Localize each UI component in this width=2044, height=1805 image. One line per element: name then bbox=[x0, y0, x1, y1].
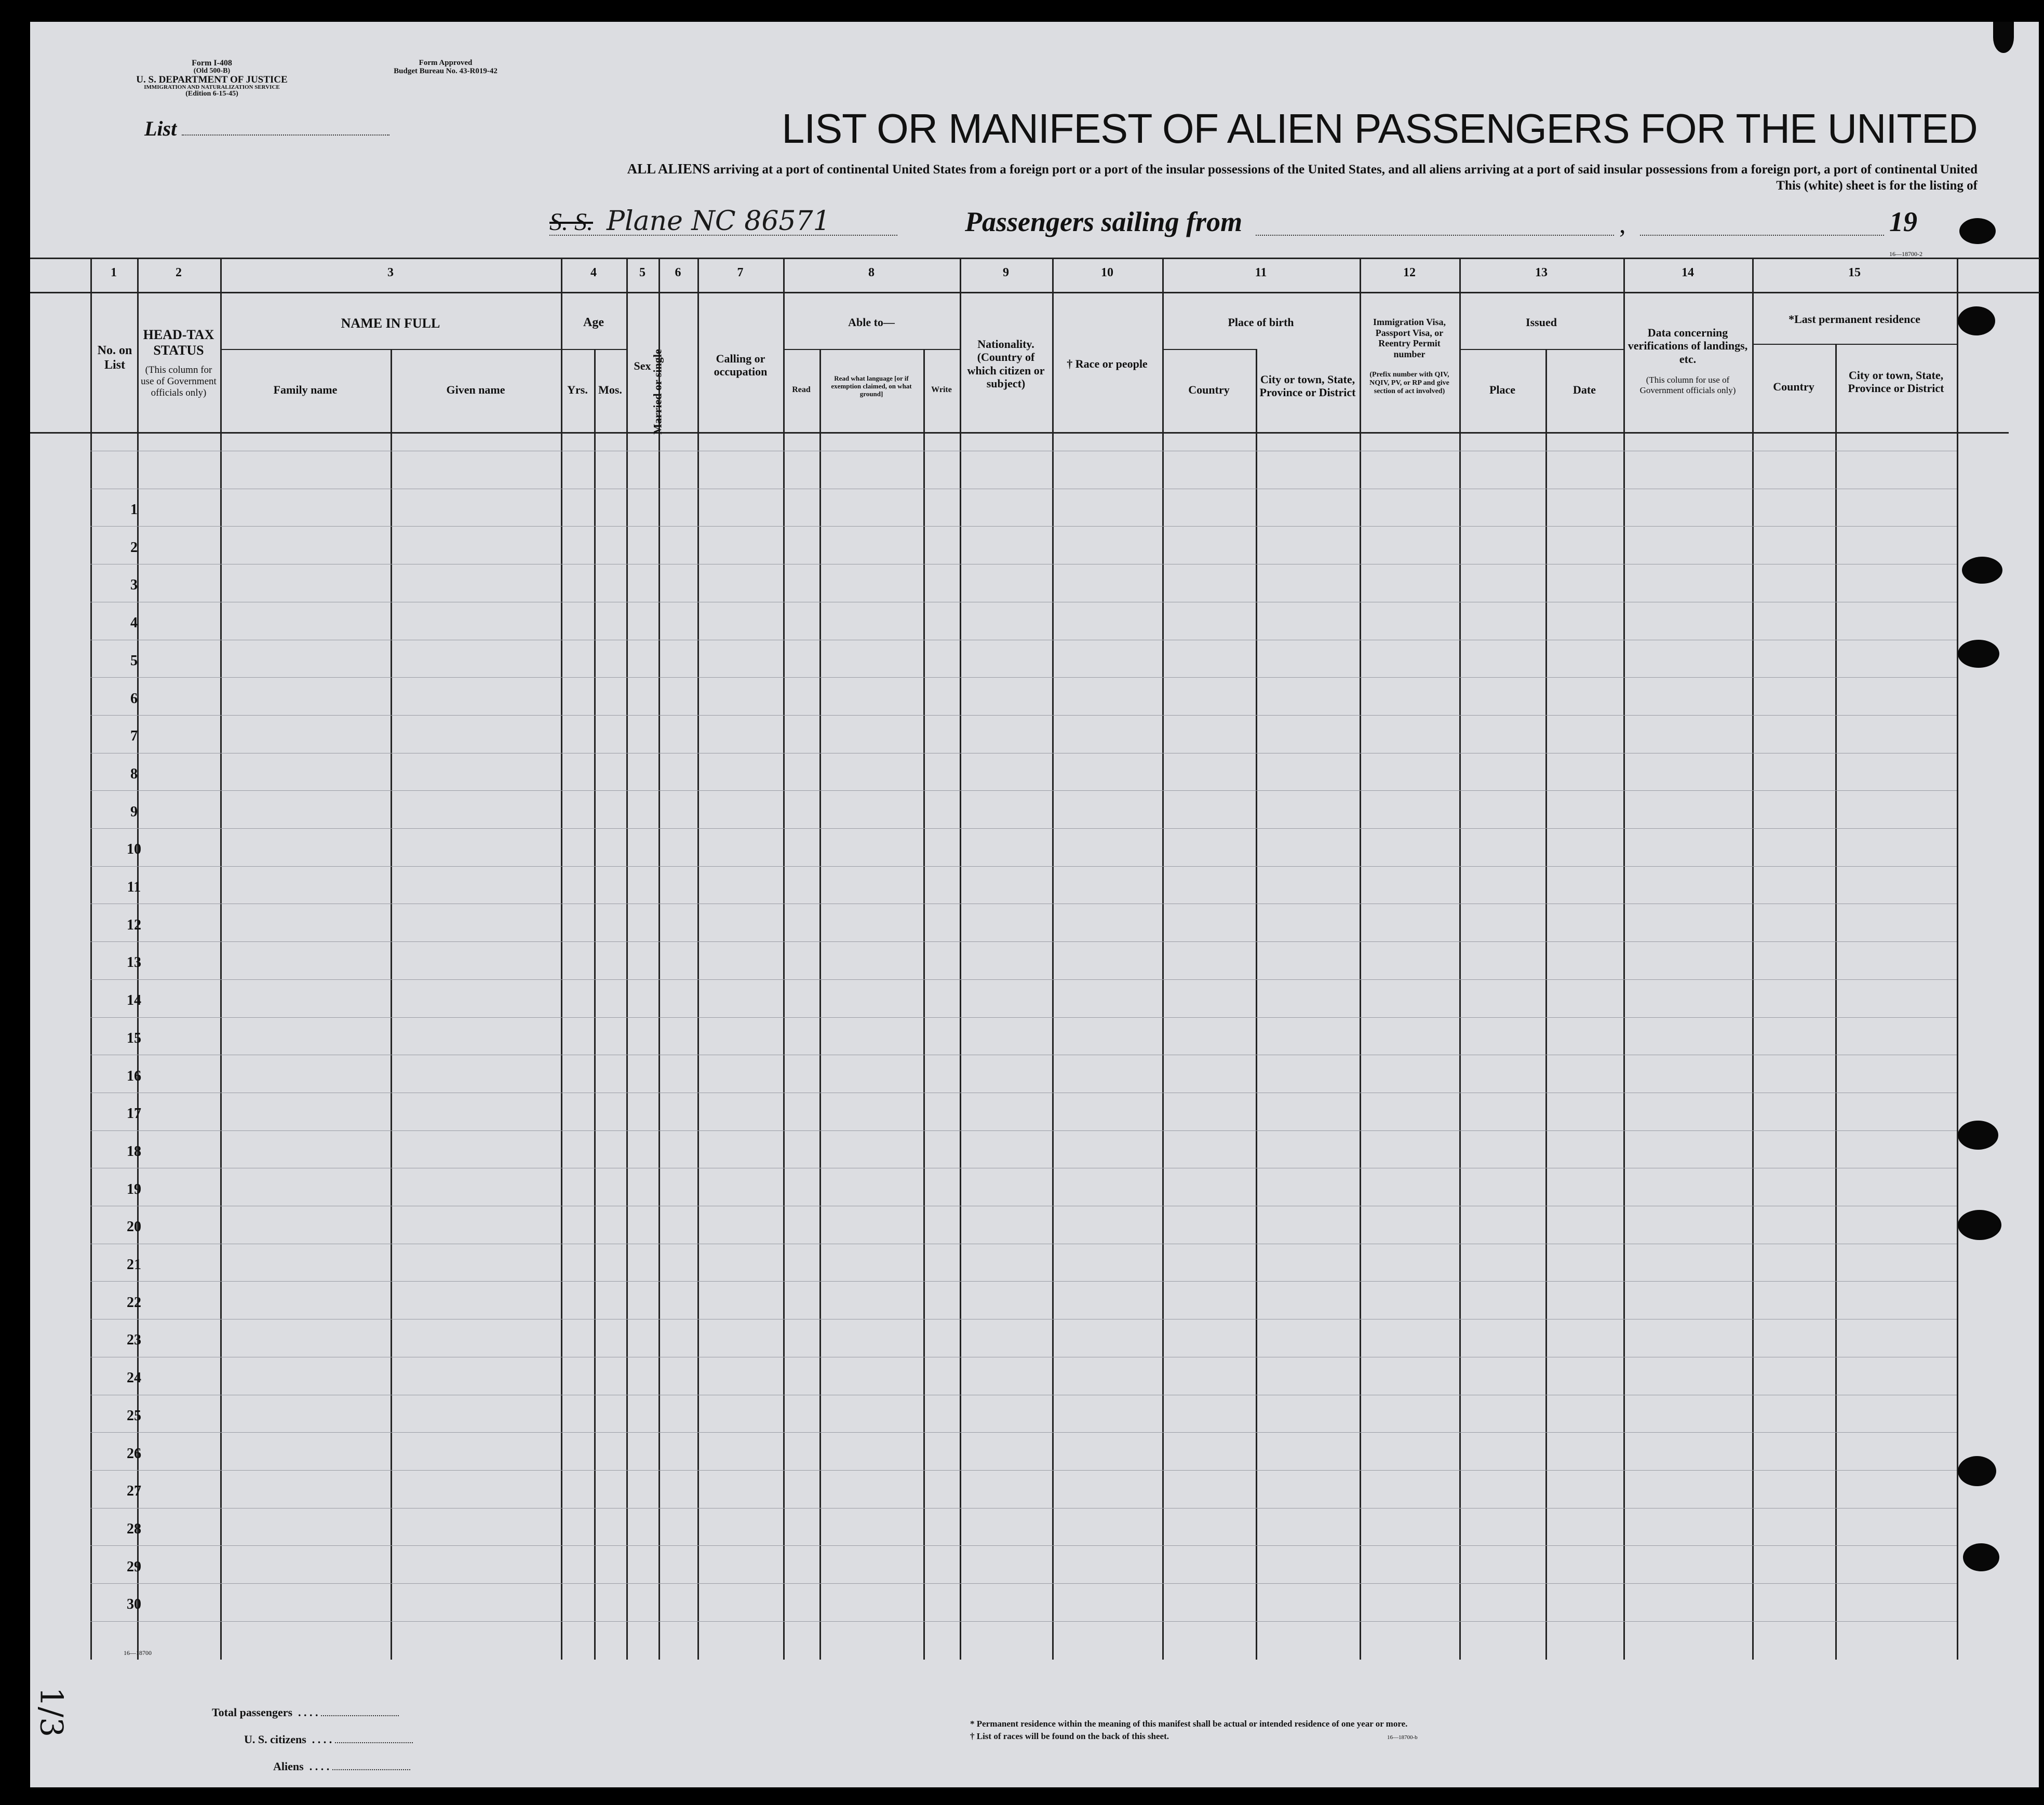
row-rule bbox=[90, 1281, 1957, 1282]
form-number: Form I-408 bbox=[192, 59, 232, 68]
row-number: 30 bbox=[127, 1596, 141, 1613]
col-line bbox=[923, 349, 925, 1660]
row-number: 1 bbox=[130, 502, 138, 518]
col-number-9: 9 bbox=[1003, 266, 1009, 279]
vessel-blank bbox=[549, 235, 897, 236]
header-race: † Race or people bbox=[1067, 357, 1148, 370]
row-number: 29 bbox=[127, 1558, 141, 1575]
subheader-rule bbox=[1752, 344, 1957, 345]
edition: (Edition 6-15-45) bbox=[185, 90, 238, 98]
header-married: Married or single bbox=[651, 349, 664, 435]
col-line bbox=[90, 258, 92, 1660]
aliens-line: Aliens . . . . bbox=[212, 1753, 413, 1780]
row-number: 19 bbox=[127, 1181, 141, 1197]
col-line bbox=[960, 258, 961, 1660]
header-sex: Sex bbox=[634, 359, 651, 372]
punch-hole bbox=[1958, 1456, 1996, 1486]
col-line bbox=[658, 258, 660, 1660]
total-passengers-blank bbox=[321, 1715, 399, 1716]
header-mos: Mos. bbox=[598, 383, 622, 396]
row-number: 11 bbox=[127, 879, 141, 895]
header-able-to: Able to— bbox=[848, 316, 895, 329]
col-line bbox=[220, 258, 222, 1660]
aliens-label: Aliens bbox=[273, 1760, 304, 1773]
row-rule bbox=[90, 866, 1957, 867]
row-number: 28 bbox=[127, 1520, 141, 1537]
col-line bbox=[391, 349, 392, 1660]
col-line bbox=[1835, 344, 1837, 1660]
header-calling: Calling or occupation bbox=[714, 352, 768, 379]
us-citizens-blank bbox=[335, 1742, 413, 1743]
col-line bbox=[1360, 258, 1361, 1660]
old-form-number: (Old 500-B) bbox=[193, 67, 231, 75]
punch-hole bbox=[1958, 1121, 1998, 1150]
row-number: 15 bbox=[127, 1030, 141, 1046]
row-number: 21 bbox=[127, 1257, 141, 1273]
table-header-rule bbox=[30, 292, 2040, 293]
col-line bbox=[1957, 258, 1958, 1660]
row-number: 16 bbox=[127, 1068, 141, 1084]
row-number: 7 bbox=[130, 728, 138, 745]
row-rule bbox=[90, 526, 1957, 527]
col-line bbox=[1162, 258, 1164, 1660]
aliens-blank bbox=[332, 1769, 410, 1770]
row-number: 13 bbox=[127, 954, 141, 971]
approval-line1: Form Approved bbox=[419, 59, 473, 67]
header-res-city: City or town, State, Province or District bbox=[1848, 369, 1944, 395]
table-top-rule bbox=[30, 258, 2040, 259]
vessel-printed: S. S. bbox=[549, 208, 593, 236]
col-line bbox=[1545, 349, 1547, 1660]
col-line bbox=[1256, 349, 1257, 1660]
row-number: 25 bbox=[127, 1407, 141, 1424]
row-number: 14 bbox=[127, 992, 141, 1009]
sailing-label: Passengers sailing from bbox=[965, 206, 1243, 237]
us-citizens-line: U. S. citizens . . . . bbox=[212, 1726, 413, 1753]
row-rule bbox=[90, 1621, 1957, 1622]
header-yrs: Yrs. bbox=[567, 383, 588, 396]
header-pob-country: Country bbox=[1188, 383, 1230, 396]
header-visa: Immigration Visa, Passport Visa, or Reentry Permit number bbox=[1373, 317, 1446, 360]
row-number: 2 bbox=[130, 539, 138, 556]
footnote-races-line bbox=[970, 1730, 1697, 1744]
row-number: 18 bbox=[127, 1143, 141, 1160]
footnote-residence: * Permanent residence within the meaning of this manifest shall be actual or intended residence of one year or more. bbox=[970, 1719, 1408, 1729]
row-number: 23 bbox=[127, 1332, 141, 1349]
header-head-tax-note: (This column for use of Government officials only) bbox=[141, 365, 217, 398]
row-number: 3 bbox=[130, 577, 138, 594]
row-number: 22 bbox=[127, 1294, 141, 1311]
footnotes bbox=[970, 1718, 1697, 1744]
table-body-rule bbox=[30, 432, 2009, 434]
row-rule bbox=[90, 1432, 1957, 1433]
row-number: 9 bbox=[130, 803, 138, 820]
col-line bbox=[1052, 258, 1054, 1660]
row-number: 6 bbox=[130, 690, 138, 707]
manifest-sheet bbox=[30, 22, 2039, 1787]
header-res-country: Country bbox=[1773, 380, 1814, 393]
header-read: Read bbox=[792, 385, 811, 394]
header-write: Write bbox=[931, 385, 952, 394]
col-line bbox=[594, 349, 596, 1660]
col-number-8: 8 bbox=[868, 266, 875, 279]
punch-hole bbox=[1962, 557, 2002, 584]
row-number: 12 bbox=[127, 917, 141, 933]
col-number-10: 10 bbox=[1101, 266, 1113, 279]
list-blank bbox=[182, 134, 389, 136]
header-issued: Issued bbox=[1526, 316, 1557, 329]
page-title: LIST OR MANIFEST OF ALIEN PASSENGERS FOR THE UNITED bbox=[782, 105, 1978, 152]
subheader-rule bbox=[1459, 349, 1623, 350]
header-landings: Data concerning verifications of landings, etc. bbox=[1628, 326, 1748, 366]
form-block bbox=[124, 59, 300, 98]
col-number-7: 7 bbox=[737, 266, 744, 279]
row-number: 4 bbox=[130, 615, 138, 631]
punch-hole bbox=[1963, 1543, 1999, 1571]
col-line bbox=[626, 258, 628, 1660]
subheader-rule bbox=[561, 349, 626, 350]
row-rule bbox=[90, 941, 1957, 942]
header-age: Age bbox=[583, 316, 604, 329]
header-nationality: Nationality. (Country of which citizen or subject) bbox=[967, 338, 1045, 390]
footnote-code: 16—18700-b bbox=[1387, 1734, 1418, 1741]
punch-hole bbox=[1958, 306, 1995, 335]
sailing-year-prefix: 19 bbox=[1889, 206, 1917, 237]
col-number-5: 5 bbox=[639, 266, 646, 279]
row-number: 20 bbox=[127, 1219, 141, 1235]
subheader-rule bbox=[1162, 349, 1256, 350]
row-rule bbox=[90, 979, 1957, 980]
sailing-code: 16—18700-2 bbox=[1889, 250, 1922, 258]
punch-hole bbox=[1958, 640, 1999, 668]
vessel-handwritten: Plane NC 86571 bbox=[607, 206, 830, 237]
sailing-from-blank bbox=[1256, 235, 1614, 236]
header-name-in-full: NAME IN FULL bbox=[341, 316, 440, 331]
row-number: 26 bbox=[127, 1445, 141, 1462]
row-rule bbox=[90, 677, 1957, 678]
col-line bbox=[819, 349, 821, 1660]
department: U. S. DEPARTMENT OF JUSTICE bbox=[136, 74, 288, 85]
header-issued-date: Date bbox=[1573, 383, 1596, 396]
approval-block bbox=[362, 59, 529, 76]
col-line bbox=[1752, 258, 1754, 1660]
row-number: 10 bbox=[127, 841, 141, 858]
row-rule bbox=[90, 715, 1957, 716]
subheader-rule bbox=[220, 349, 561, 350]
subtitle bbox=[420, 161, 1978, 177]
col-number-15: 15 bbox=[1848, 266, 1861, 279]
header-pob-city: City or town, State, Province or District bbox=[1259, 373, 1356, 399]
header-place-of-birth: Place of birth bbox=[1228, 316, 1294, 329]
col-number-2: 2 bbox=[176, 266, 182, 279]
row-rule bbox=[90, 1470, 1957, 1471]
total-passengers-line: Total passengers . . . . bbox=[212, 1699, 413, 1726]
col-number-13: 13 bbox=[1535, 266, 1548, 279]
footnote-races: † List of races will be found on the back of this sheet. bbox=[970, 1731, 1169, 1741]
punch-hole bbox=[1958, 1210, 2001, 1240]
vessel-line bbox=[518, 204, 1972, 245]
row-number: 5 bbox=[130, 652, 138, 669]
col-number-14: 14 bbox=[1682, 266, 1694, 279]
header-family-name: Family name bbox=[273, 383, 338, 396]
col-line bbox=[783, 258, 785, 1660]
col-number-6: 6 bbox=[675, 266, 681, 279]
header-visa-note: (Prefix number with QIV, NQIV, PV, or RP and give section of act involved) bbox=[1369, 371, 1449, 396]
subtitle-text: arriving at a port of continental United States from a foreign port or a port of the insular possessions of the United States, and all aliens arriving at a port of said insular possessions from a foreign port, a port of continental United bbox=[713, 163, 1978, 177]
list-label: List bbox=[144, 117, 177, 140]
header-given-name: Given name bbox=[446, 383, 505, 396]
header-read-language: Read what language [or if exemption claimed, on what ground] bbox=[831, 374, 912, 398]
margin-mark: 1/3 bbox=[33, 1687, 70, 1737]
subheader-rule bbox=[783, 349, 960, 350]
row-rule bbox=[90, 1017, 1957, 1018]
sailing-comma: , bbox=[1619, 209, 1626, 238]
header-last-residence: *Last permanent residence bbox=[1788, 313, 1920, 326]
approval-line2: Budget Bureau No. 43-R019-42 bbox=[394, 66, 497, 75]
header-head-tax: HEAD-TAX STATUS bbox=[143, 327, 214, 358]
col-line bbox=[1459, 258, 1461, 1660]
col-number-4: 4 bbox=[590, 266, 597, 279]
bottom-code: 16—18700 bbox=[124, 1649, 152, 1656]
col-number-11: 11 bbox=[1255, 266, 1267, 279]
sailing-date-blank bbox=[1640, 235, 1884, 236]
col-number-1: 1 bbox=[111, 266, 117, 279]
row-rule bbox=[90, 1583, 1957, 1584]
row-number: 8 bbox=[130, 765, 138, 782]
col-line bbox=[561, 258, 562, 1660]
subtitle-line2: This (white) sheet is for the listing of bbox=[1776, 179, 1978, 193]
col-number-12: 12 bbox=[1403, 266, 1416, 279]
row-number: 27 bbox=[127, 1483, 141, 1500]
header-no-on-list: No. on List bbox=[97, 344, 132, 372]
us-citizens-label: U. S. citizens bbox=[244, 1733, 306, 1746]
col-line bbox=[697, 258, 699, 1660]
header-issued-place: Place bbox=[1489, 383, 1516, 396]
list-field bbox=[144, 116, 389, 141]
col-line bbox=[1623, 258, 1625, 1660]
col-number-3: 3 bbox=[387, 266, 394, 279]
row-rule bbox=[90, 1130, 1957, 1131]
service: IMMIGRATION AND NATURALIZATION SERVICE bbox=[144, 84, 280, 90]
row-rule bbox=[90, 1545, 1957, 1546]
row-number: 24 bbox=[127, 1370, 141, 1386]
row-rule bbox=[90, 790, 1957, 791]
clip-mark bbox=[1993, 22, 2014, 53]
totals-block bbox=[212, 1699, 413, 1780]
subtitle-bold: ALL ALIENS bbox=[627, 161, 710, 177]
punch-hole bbox=[1959, 218, 1996, 244]
header-landings-note: (This column for use of Government officials only) bbox=[1639, 375, 1736, 395]
row-number: 17 bbox=[127, 1106, 141, 1122]
row-rule bbox=[90, 828, 1957, 829]
total-passengers-label: Total passengers bbox=[212, 1706, 293, 1719]
